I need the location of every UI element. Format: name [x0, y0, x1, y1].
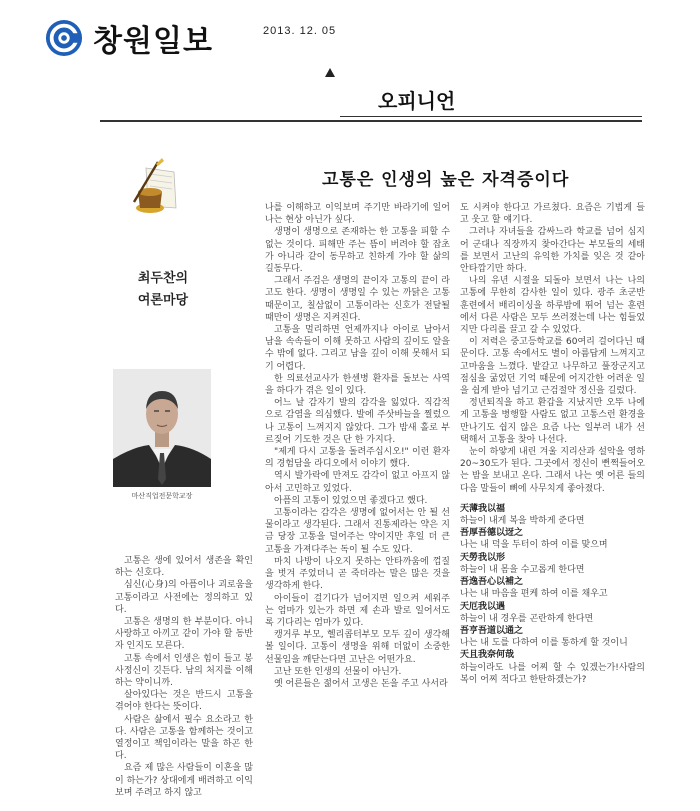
paragraph: 아픔의 고통이 있었으면 좋겠다고 했다. [274, 495, 428, 506]
poem-line-hanja: 吾亨吾道以通之 [460, 625, 524, 636]
paragraph: 고통을 멀리하면 언제까지나 아이로 남아서 남을 속속들이 이해 못하고 사람의 깊이도 알을 수 밖에 없다. 그리고 남을 깊이 이해 못해서 되기 어렵다. [265, 325, 450, 372]
paragraph: 고통 속에서 인생은 힘이 들고 봉사정신이 깃든다. 남의 처지를 이해하는 약이니까. [115, 653, 253, 689]
paragraph: 아이들이 걸기다가 넘어지면 일으켜 세워주는 엄마가 있는가 하면 제 손과 발로 일어서도록 기다리는 엄마가 있다. [265, 593, 450, 628]
paragraph: 고통이라는 감각은 생명에 없어서는 안 될 선물이라고 생각된다. 그래서 진통제라는 약은 지금 당장 고통을 덜어주는 약이지만 후일 더 큰 고통을 가져다주는 독이 될 수도 있다. [265, 508, 450, 555]
paragraph: 나를 이해하고 이익보며 주기만 바라기에 일어나는 현상 아닌가 싶다. [265, 203, 450, 226]
author-portrait [113, 369, 211, 487]
poem-line-korean: 하늘이 내게 복을 박하게 준다면 [460, 516, 585, 527]
author-caption: 마산직업전문학교장 [131, 492, 193, 500]
article-headline: 고통은 인생의 높은 자격증이다 [322, 170, 570, 190]
paragraph: 마치 나방이 나오지 못하는 안타까움에 껍질을 벗겨 주었더니 곧 죽더라는 말은 많은 것을 생각하게 한다. [265, 556, 450, 592]
paragraph: 살아있다는 것은 반드시 고통을 겪어야 한다는 뜻이다. [115, 690, 253, 713]
paragraph: 생명이 생명으로 존재하는 한 고통을 피할 수 없는 것이다. 피해만 주는 뜸이 버려야 할 잡초가 아니라 같이 동무하고 친하게 가야 할 삶의 길동무다. [265, 227, 450, 275]
article-column-1 [115, 555, 253, 799]
poem-line-hanja: 吾厚吾德以迓之 [460, 528, 524, 539]
column-title-line1: 최두찬의 [137, 271, 189, 286]
poem-line-korean: 나는 내 도를 다하여 이를 통하게 할 것이니 [460, 638, 628, 649]
masthead [45, 18, 213, 58]
poem-line-korean: 하늘이 내 몸을 수고롭게 한다면 [460, 564, 585, 575]
paragraph: 정년퇴직을 하고 환갑을 지났지만 오뚜 나에게 고통을 병행할 사람도 없고 고통스런 환경을 만나기도 쉽지 않은 요즘 나는 일부러 내가 선택해서 고통을 찾아 나선다. [460, 398, 645, 445]
paragraph: 어느 날 감자기 발의 감각을 잃었다. 직감적으로 감염을 의심했다. 발에 주삿바늘을 찔렀으나 고통이 느껴지지 않았다. 그가 밤새 홀로 부르짖어 기도한 것은 단 한 가지다. [265, 398, 450, 445]
paragraph: 요즘 제 많은 사람들이 이혼을 많이 하는가? 상대에게 배려하고 이익보며 주려고 하지 않고 [115, 763, 253, 798]
pen-ink-icon [128, 158, 188, 218]
issue-date: 2013. 12. 05 [263, 25, 337, 37]
poem-line-korean: 나는 내 덕을 두터이 하여 이를 맞으며 [460, 540, 608, 551]
column-title [128, 268, 198, 312]
paragraph: 고난 또한 인생의 선물이 아닌가. [274, 666, 402, 677]
article-column-2 [265, 202, 450, 690]
paragraph: 심신(心身)의 아픔이나 괴로움을 고통이라고 사전에는 정의하고 있다. [115, 580, 253, 615]
section-divider-bottom [100, 120, 642, 122]
section-divider [340, 116, 642, 117]
column-title-line2: 여론마당 [137, 293, 189, 308]
paragraph: 고통은 생에 있어서 생존을 확인하는 신호다. [115, 556, 253, 579]
poem-line-korean: 하늘이라도 나를 어찌 할 수 있겠는가!사람의 복이 어찌 적다고 한탄하겠는가? [460, 662, 645, 685]
section-title: 오피니언 [378, 89, 456, 113]
poem-line-korean: 나는 내 마음을 편케 하여 이를 채우고 [460, 589, 608, 600]
poem-line-hanja: 吾逸吾心以補之 [460, 577, 524, 588]
author-photo [113, 369, 211, 487]
poem-line-hanja: 天厄我以遇 [460, 601, 506, 612]
up-arrow-icon [325, 68, 335, 77]
paragraph: 한 의료선교사가 한센병 환자를 돌보는 사역을 하다가 겪은 일이 있다. [265, 373, 450, 397]
paragraph: "제게 다시 고통을 돌려주십시오!" 이런 환자의 경험담을 라디오에서 이야기 했다. [265, 447, 450, 470]
article-column-3 [460, 202, 645, 686]
poem-line-korean: 하늘이 내 경우를 곤란하게 한다면 [460, 613, 594, 624]
poem-line-hanja: 天薄我以福 [460, 503, 506, 514]
paragraph: 캥거루 부모, 헬리콥터부모 모두 깊이 생각해 볼 일이다. 고통이 생명을 위해 더없이 소중한 선물임을 깨닫는다면 고난은 어떤가요. [265, 630, 450, 665]
paragraph: 도 시켜야 한다고 가르쳤다. 요즘은 기법게 들고 웃고 할 얘기다. [460, 203, 645, 226]
poem-line-hanja: 天且我奈何哉 [460, 650, 515, 661]
paragraph: 이 저력은 중고등학교를 60여리 걸어다닌 때문이다. 고통 속에서도 별이 아름답게 느껴지고 고마움을 느꼈다. 밭갈고 나무하고 풀장군지고 점심을 굶었던 기억 때문에 어지간한 어려운 일을 쉽게 받아 넘기고 근검절약 정신을 길렀다. [460, 337, 645, 397]
paragraph: 고통은 생명의 한 부분이다. 아니 사랑하고 아끼고 같이 가야 할 동반자 인지도 모른다. [115, 617, 253, 652]
paragraph: 그래서 주검은 생명의 끝이자 고통의 끝이 라고도 한다. 생명이 생명일 수 있는 까닭은 고통 때문이고, 칠삼없이 고통이라는 신호가 전달될 때만이 생명은 지켜진다. [265, 276, 450, 323]
newspaper-logo-icon [45, 19, 83, 57]
paragraph: 눈이 하얗게 내린 겨울 지리산과 설악을 영하 20~30도가 된다. 그곳에서 정신이 뻔쩍들어오는 밤을 보내고 온다. 그래서 나는 옛 어른 들의 다음 말들이 뼈에 사무치게 좋아졌다. [460, 447, 645, 494]
paragraph: 사람은 삶에서 필수 요소라고 한다. 사람은 고통을 함께하는 것이고 열정이고 책임이라는 말을 하곤 한다. [115, 714, 253, 762]
paper-name: 창원일보 [93, 24, 213, 59]
paragraph: 역시 발가락에 만져도 감각이 없고 아프지 않아서 고민하고 있었다. [265, 471, 450, 494]
paragraph: 그러나 자녀들을 감싸느라 학교를 넘어 심지어 군대나 직장까지 찾아간다는 부모들의 세태를 보면서 고난의 유익한 가치를 잊은 것 같아 안타깝기만 하다. [460, 227, 645, 275]
paragraph: 나의 유년 시절을 되돌아 보면서 나는 나의 고통에 무한히 감사한 일이 있다. 광주 초군반 훈련에서 배리이싱을 하루밤에 뛰어 넘는 훈련에서 다른 사람은 모두 쓰러졌는데 나는 힘들었지만 다리를 끌고 갈 수 있었다. [460, 276, 645, 336]
paragraph: 옛 어른들은 젊어서 고생은 돈을 주고 사서라 [274, 678, 448, 689]
poem-line-hanja: 天勞我以形 [460, 552, 506, 563]
